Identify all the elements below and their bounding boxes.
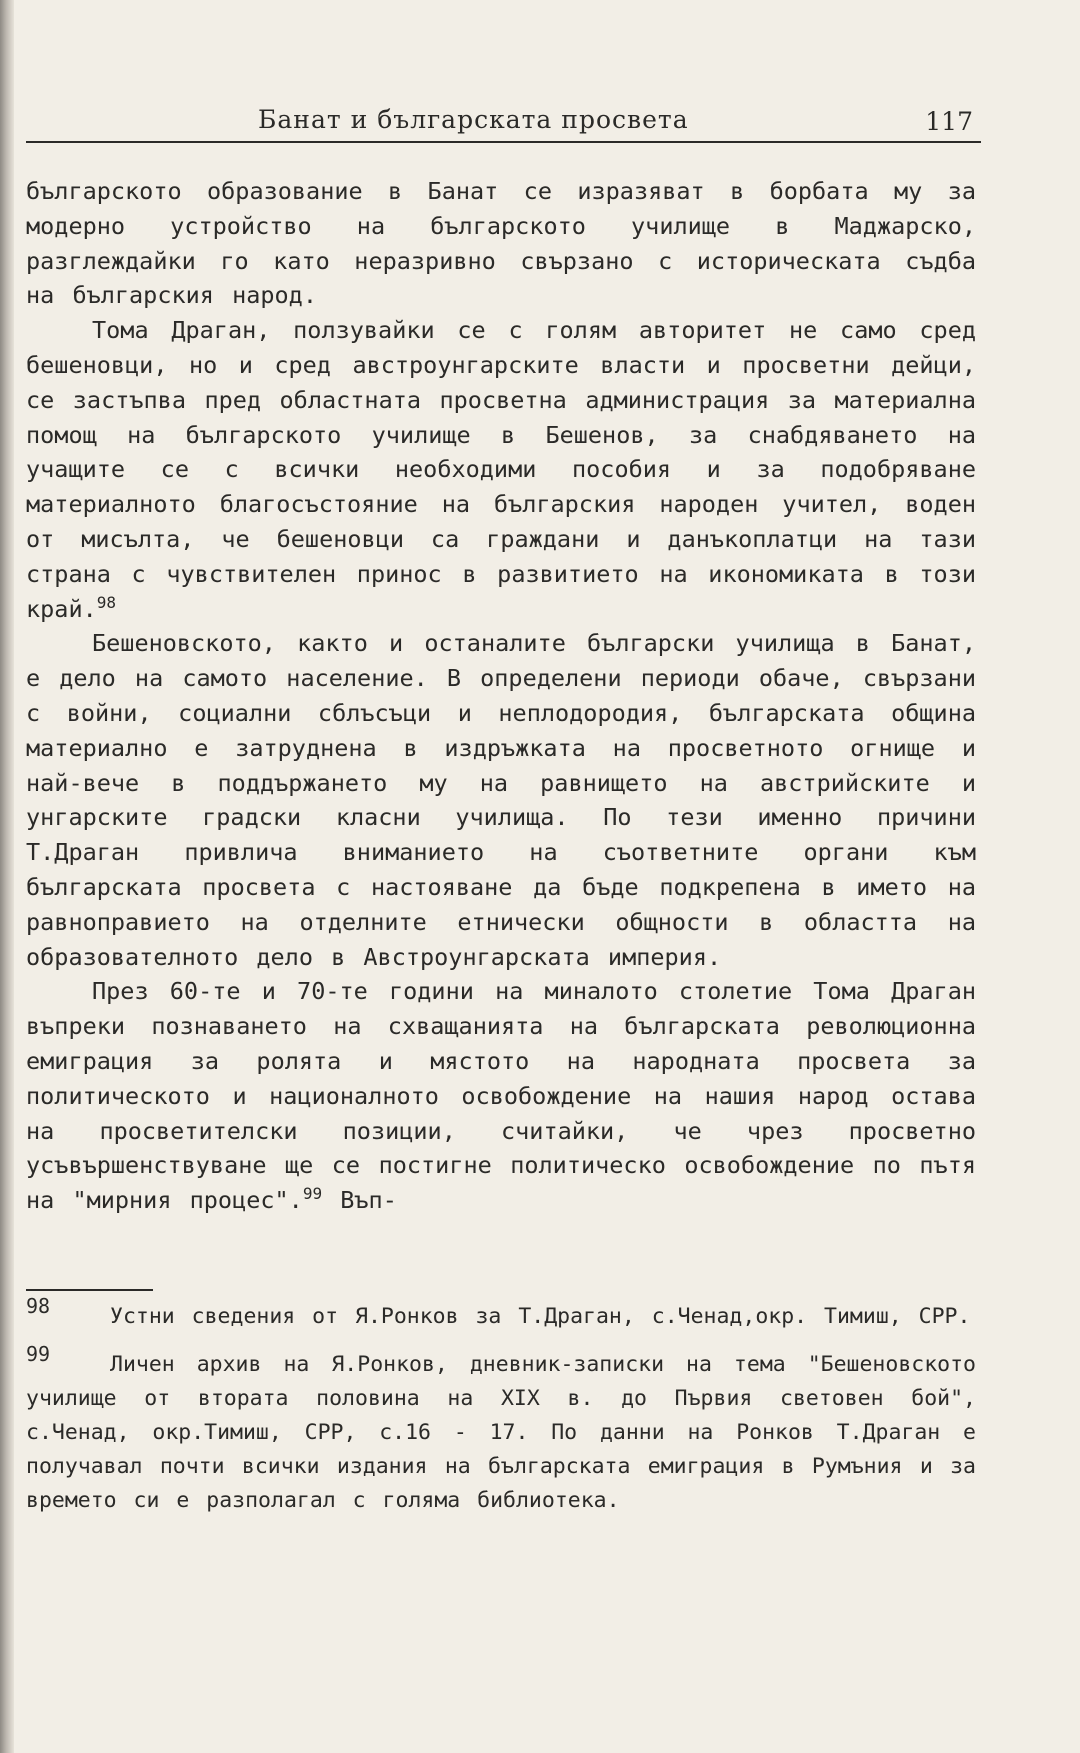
paragraph-4-continuation: Въп- [340, 1186, 397, 1215]
paragraph-3-text: Бешеновското, както и останалите български училища в Банат, е дело на самото население. В определени периоди обаче, свързани с войни, социални сблъсъци и неплодородия, българската община материално е затруднена в издръжката на просветното огнище и най-вече в поддържането му на равнището на австрийските и унгарските градски класни училища. По тези именно причини Т.Драган привлича вниманието на съответните органи към българската просвета с настояване да бъде подкрепена в името на равноправието на отделните етнически общности в областта на образователното дело в Австроунгарската империя. [26, 629, 976, 971]
paragraph-1 [26, 174, 976, 313]
running-head [26, 105, 981, 143]
footnote-99: 99 Личен архив на Я.Ронков, дневник-записки на тема "Бешеновското училище от втората половина на XIX в. до Първия световен бой", с.Ченад, окр.Тимиш, СРР, с.16 - 17. По данни на Ронков Т.Драган е получавал почти всички издания на българската емиграция в Румъния и за времето си е разполагал с голяма библиотека. [26, 1342, 976, 1513]
page-number: 117 [925, 107, 973, 136]
paragraph-3 [26, 626, 976, 974]
footnote-rule [26, 1289, 153, 1291]
book-page [26, 0, 986, 1753]
running-title: Банат и българската просвета [258, 105, 689, 134]
body-text [26, 174, 976, 1218]
paragraph-4-text: През 60-те и 70-те години на миналото столетие Тома Драган въпреки познаването на схващанията на българската революционна емиграция за ролята и мястото на народната просвета за политическото и националното освобождение на нашия народ остава на просветителски позиции, считайки, че чрез просветно усъвършенствуване ще се постигне политическо освобождение по пътя на "мирния процес". [26, 977, 976, 1215]
paragraph-2-text: Тома Драган, ползувайки се с голям авторитет не само сред бешеновци, но и сред австроунгарските власти и просветни дейци, се застъпва пред областната просветна администрация за материална помощ на българското училище в Бешенов, за снабдяването на учащите се с всички необходими пособия и за подобряване материалното благосъстояние на българския народен учител, воден от мисълта, че бешеновци са граждани и данъкоплатци на тази страна с чувствителен принос в развитието на икономиката в този край. [26, 316, 976, 623]
paragraph-2 [26, 313, 976, 626]
footnote-98: 98 Устни сведения от Я.Ронков за Т.Драган, с.Ченад,окр. Тимиш, СРР. [26, 1294, 971, 1329]
footnotes [26, 1294, 976, 1532]
paragraph-1-text: българското образование в Банат се изразяват в борбата му за модерно устройство на българското училище в Маджарско, разглеждайки го като неразривно свързано с историческата съдба на българския народ. [26, 177, 976, 310]
footnote-ref-99: 99 [302, 1184, 323, 1204]
footnote-text: Устни сведения от Я.Ронков за Т.Драган, с.Ченад,окр. Тимиш, СРР. [110, 1304, 971, 1329]
page-binding-edge [0, 0, 14, 1753]
paragraph-4 [26, 974, 976, 1218]
footnote-text: Личен архив на Я.Ронков, дневник-записки на тема "Бешеновското училище от втората половина на XIX в. до Първия световен бой", с.Ченад, окр.Тимиш, СРР, с.16 - 17. По данни на Ронков Т.Драган е получавал почти всички издания на българската емиграция в Румъния и за времето си е разполагал с голяма библиотека. [26, 1352, 976, 1513]
footnote-ref-98: 98 [96, 592, 117, 612]
